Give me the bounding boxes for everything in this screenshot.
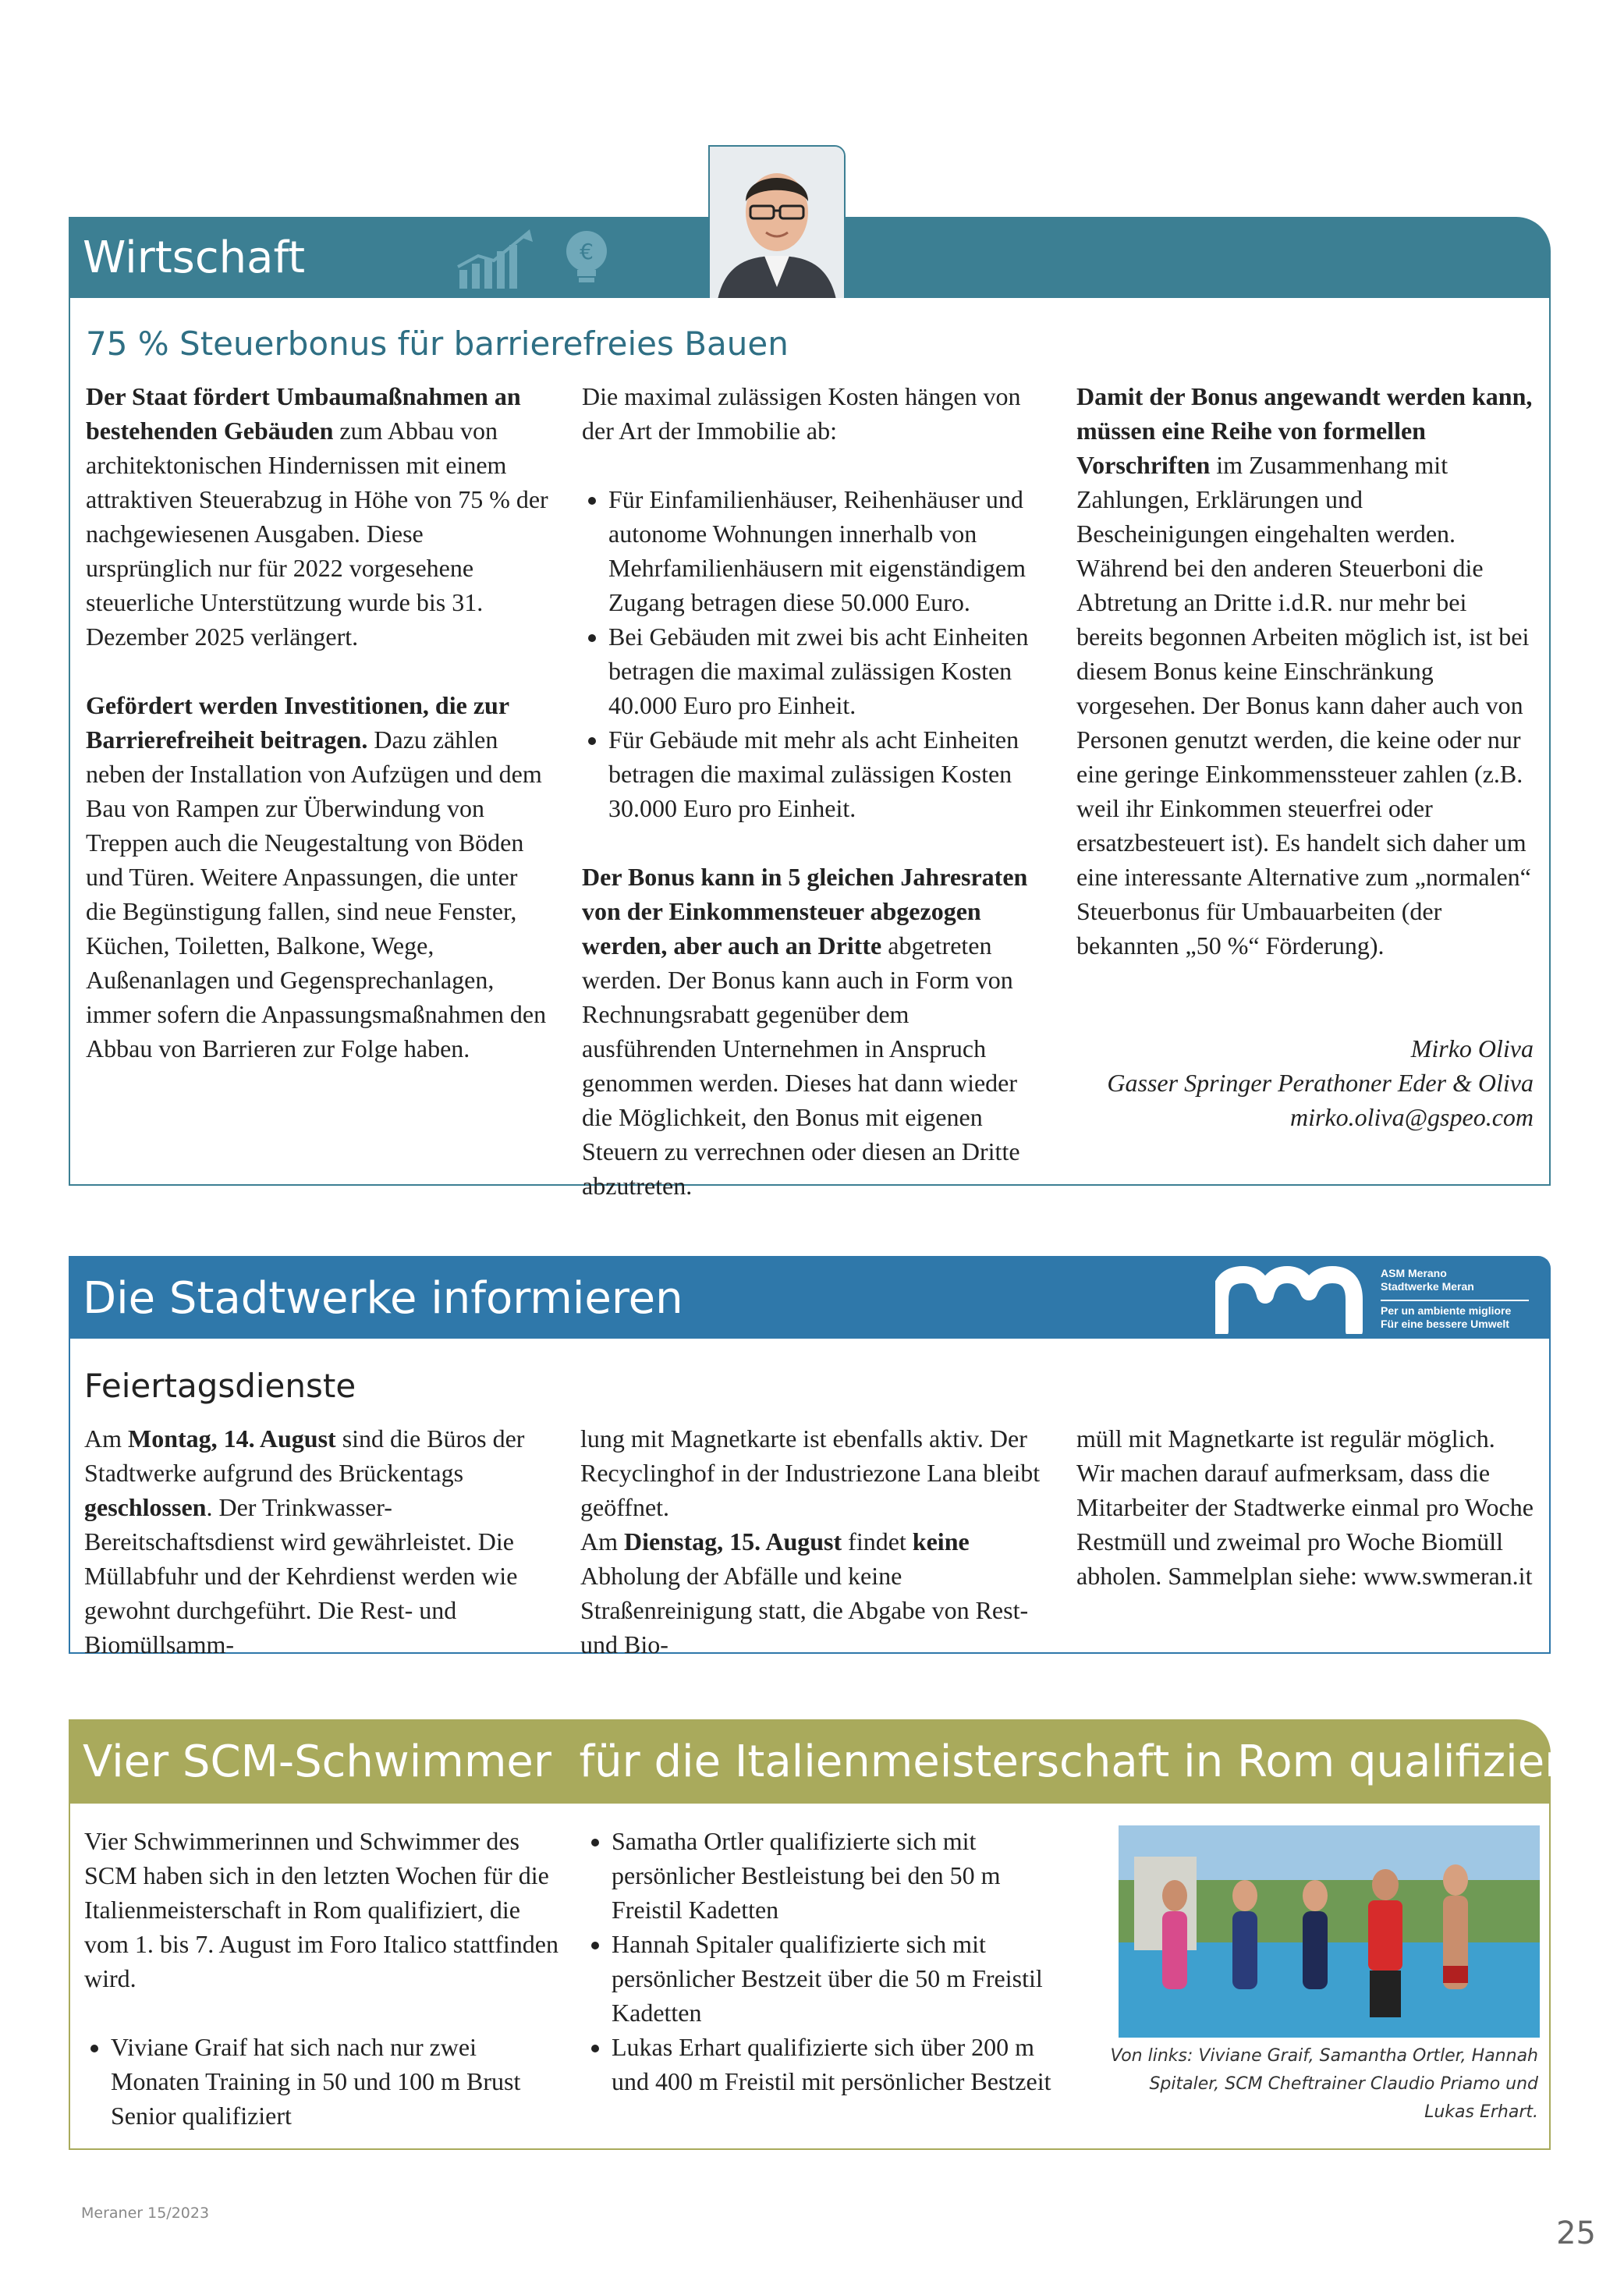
paragraph: Gefördert werden Investitionen, die zur Barrierefreiheit beitragen. Dazu zählen neben der Installation von Aufzügen und dem Bau von Rampen zur Überwindung von Treppen auch die Neugestaltung von Böden und Türen. Weitere Anpassungen, die unter die Begünstigung fallen, sind neue Fenster, Küchen, Toiletten, Balkone, Wege, Außenanlagen und Gegensprechanlagen, immer sofern die Anpassungsmaßnahmen den Abbau von Barrieren zur Folge haben. <box>86 691 547 1062</box>
article-column-2 <box>582 379 1047 1203</box>
chart-growth-icon <box>455 228 541 290</box>
list-item: • Hannah Spitaler qualifizierte sich mit persönlicher Bestzeit über die 50 m Freistil Kadetten <box>612 1927 1069 2030</box>
swimmer-list <box>585 1824 1069 2098</box>
paragraph: lung mit Magnetkarte ist ebenfalls aktiv. Der Recyclinghof in der Industriezone Lana bleibt geöffnet. <box>580 1424 1041 1521</box>
list-item: • Für Gebäude mit mehr als acht Einheiten betragen die maximal zulässigen Kosten 30.000 Euro pro Einheit. <box>608 722 1047 825</box>
logo-text: Per un ambiente migliore <box>1381 1304 1512 1317</box>
list-item: • Samatha Ortler qualifizierte sich mit persönlicher Bestleistung bei den 50 m Freistil Kadetten <box>612 1824 1069 1927</box>
article-column-1 <box>86 379 551 1066</box>
section-title: Wirtschaft <box>83 232 306 283</box>
paragraph: Die maximal zulässigen Kosten hängen von der Art der Immobilie ab: <box>582 382 1021 445</box>
paragraph: Vier Schwimmerinnen und Schwimmer des SCM haben sich in den letzten Wochen für die Italienmeisterschaft in Rom qualifiziert, die vom 1. bis 7. August im Foro Italico stattfinden wird. <box>84 1827 558 1992</box>
article-column-2 <box>585 1824 1069 2098</box>
author-email[interactable]: mirko.oliva@gspeo.com <box>1289 1103 1534 1131</box>
list-item: • Bei Gebäuden mit zwei bis acht Einheiten betragen die maximal zulässigen Kosten 40.000 Euro pro Einheit. <box>608 619 1047 722</box>
article-column-3 <box>1076 379 1534 1134</box>
paragraph: müll mit Magnetkarte ist regulär möglich. Wir machen darauf aufmerksam, dass die Mitarbeiter der Stadtwerke einmal pro Woche Restmüll und zweimal pro Woche Biomüll abholen. Sammelplan siehe: www.swmeran.it <box>1076 1424 1534 1590</box>
article-column-3 <box>1076 1421 1537 1593</box>
swimmer-list <box>84 2030 560 2133</box>
article-subtitle: 75 % Steuerbonus für barrierefreies Bauen <box>86 325 789 363</box>
article-box <box>69 1339 1551 1658</box>
section-title: Die Stadtwerke informieren <box>83 1273 683 1324</box>
section-wirtschaft <box>69 145 1551 1200</box>
cost-list <box>582 482 1047 825</box>
article-box <box>69 298 1551 1200</box>
article-column-1 <box>84 1421 552 1662</box>
svg-text:€: € <box>580 239 594 264</box>
section-title: Vier SCM-Schwimmer für die Italienmeisterschaft in Rom qualifiziert <box>83 1736 1580 1787</box>
author-name: Mirko Oliva <box>1410 1034 1534 1062</box>
paragraph: Der Staat fördert Umbaumaßnahmen an bestehenden Gebäuden zum Abbau von architektonischen Hindernissen mit einem attraktiven Steuerabzug in Höhe von 75 % der nachgewiesenen Ausgaben. Diese ursprünglich nur für 2022 vorgesehene steuerliche Unterstützung wurde bis 31. Dezember 2025 verlängert. <box>86 382 548 651</box>
asm-logo <box>1215 1264 1543 1334</box>
team-photo <box>1119 1825 1540 2038</box>
paragraph: Am Dienstag, 15. August findet keine Abholung der Abfälle und keine Straßenreinigung statt, die Abgabe von Rest- und Bio- <box>580 1527 1029 1658</box>
section-header-scm <box>69 1719 1580 1804</box>
section-scm <box>69 1719 1580 2156</box>
article-box <box>69 1804 1551 2150</box>
list-item: • Lukas Erhart qualifizierte sich über 200 m und 400 m Freistil mit persönlicher Bestzeit <box>612 2030 1069 2098</box>
author-portrait <box>708 145 846 301</box>
list-item: • Viviane Graif hat sich nach nur zwei Monaten Training in 50 und 100 m Brust Senior qualifiziert <box>111 2030 560 2133</box>
list-item: • Für Einfamilienhäuser, Reihenhäuser und autonome Wohnungen innerhalb von Mehrfamilienhäusern mit eigenständigem Zugang betragen diese 50.000 Euro. <box>608 482 1047 619</box>
paragraph: Damit der Bonus angewandt werden kann, müssen eine Reihe von formellen Vorschriften im Zusammenhang mit Zahlungen, Erklärungen und Bescheinigungen eingehalten werden. Während bei den anderen Steuerboni die Abtretung an Dritte i.d.R. nur mehr bei bereits begonnen Arbeiten möglich ist, ist bei diesem Bonus keine Einschränkung vorgesehen. Der Bonus kann daher auch von Personen genutzt werden, die keine oder nur eine geringe Einkommenssteuer zahlen (z.B. weil ihr Einkommen steuerfrei oder ersatzbesteuert ist). Es handelt sich daher um eine interessante Alternative zum „normalen“ Steuerbonus für Umbauarbeiten (der bekannten „50 %“ Förderung). <box>1076 382 1533 960</box>
article-column-2 <box>580 1421 1048 1662</box>
section-stadtwerke <box>69 1256 1551 1662</box>
asm-logo-icon <box>1215 1264 1371 1334</box>
lightbulb-euro-icon <box>562 228 612 290</box>
article-subtitle: Feiertagsdienste <box>84 1367 356 1405</box>
author-firm: Gasser Springer Perathoner Eder & Oliva <box>1107 1069 1534 1097</box>
logo-text: Für eine bessere Umwelt <box>1381 1318 1509 1330</box>
photo-caption: Von links: Viviane Graif, Samantha Ortler, Hannah Spitaler, SCM Cheftrainer Claudio Priamo und Lukas Erhart. <box>1110 2046 1538 2122</box>
page-number: 25 <box>1556 2215 1596 2251</box>
paragraph: Am Montag, 14. August sind die Büros der Stadtwerke aufgrund des Brückentags geschlossen. Der Trinkwasser-Bereitschaftsdienst wird gewährleistet. Die Müllabfuhr und der Kehrdienst werden wie gewohnt durchgeführt. Die Rest- und Biomüllsamm- <box>84 1424 525 1658</box>
paragraph: Der Bonus kann in 5 gleichen Jahresraten von der Einkommensteuer abgezogen werden, aber auch an Dritte abgetreten werden. Der Bonus kann auch in Form von Rechnungsrabatt gegenüber dem ausführenden Unternehmen in Anspruch genommen werden. Dieses hat dann wieder die Möglichkeit, den Bonus mit eigenen Steuern zu verrechnen oder diesen an Dritte abzutreten. <box>582 863 1028 1200</box>
logo-text: ASM Merano <box>1381 1267 1447 1279</box>
logo-text: Stadtwerke Meran <box>1381 1280 1474 1293</box>
section-header-stadtwerke <box>69 1256 1551 1339</box>
article-column-1 <box>84 1824 560 2133</box>
footer-issue: Meraner 15/2023 <box>81 2205 210 2222</box>
